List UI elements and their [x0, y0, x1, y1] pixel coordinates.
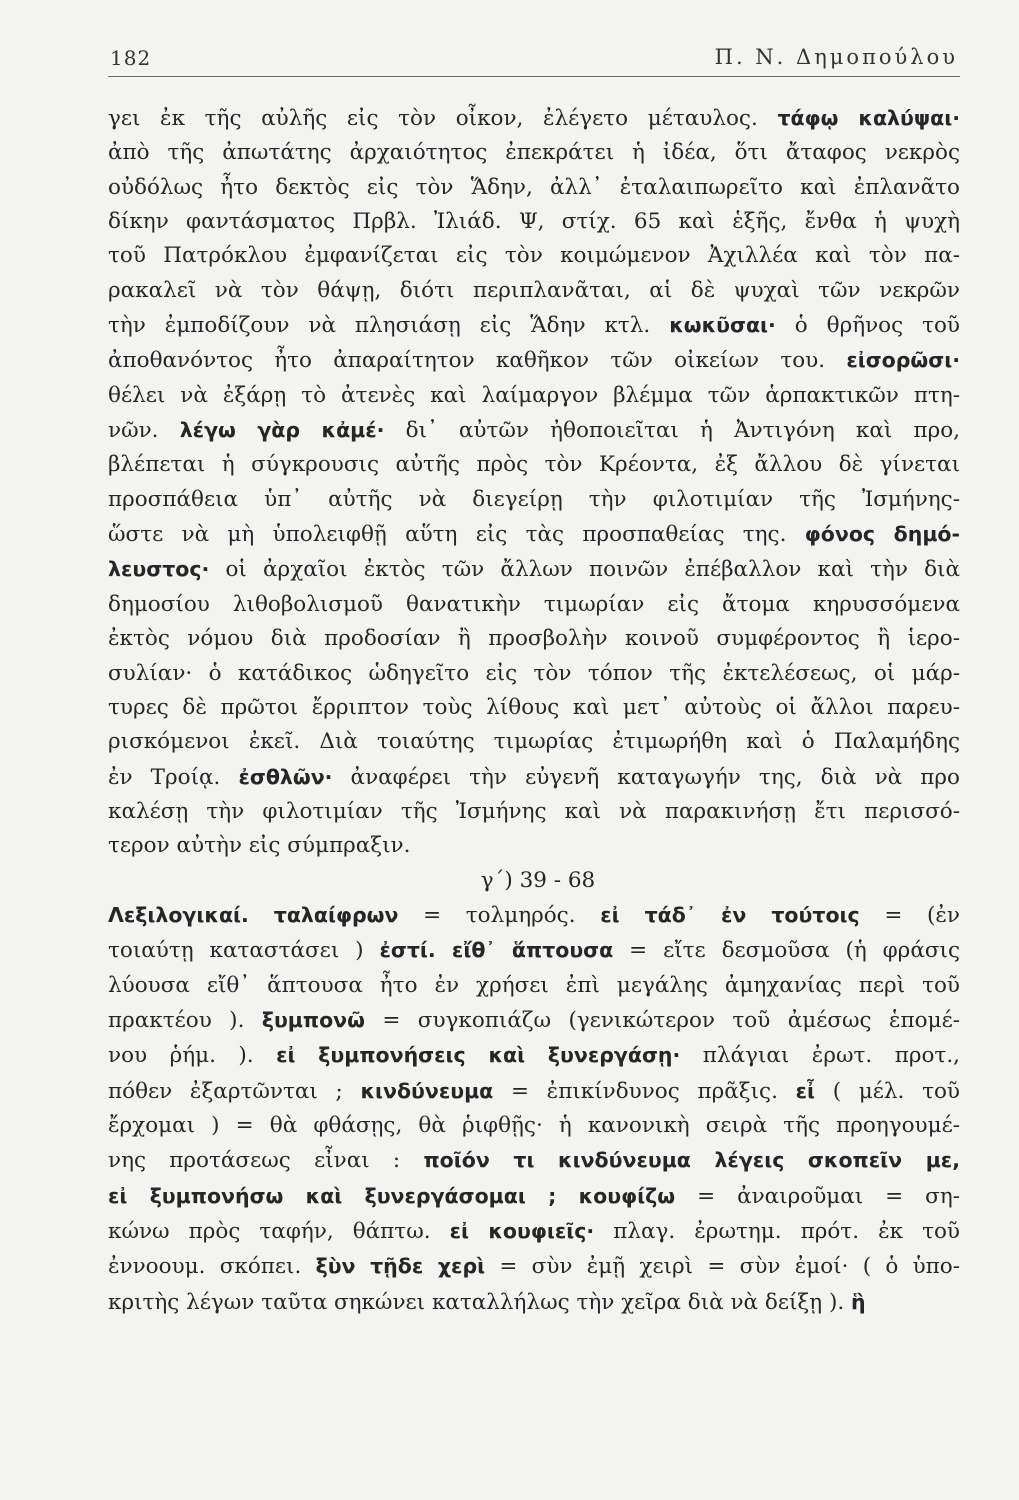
text-line [108, 1109, 960, 1143]
bold-lemma: εἰ τάδ᾽ ἐν τούτοις [600, 902, 860, 927]
bold-lemma: κωκῦσαι· [669, 313, 776, 338]
text-run: λύουσα εἴθ᾽ ἅπτουσα ἦτο ἐν χρήσει ἐπὶ μεγάλης ἀμηχανίας περὶ τοῦ [108, 972, 960, 998]
text-run: καλέσῃ τὴν φιλοτιμίαν τῆς Ἰσμήνης καὶ νὰ παρακινήσῃ ἔτι περισσό- [108, 798, 960, 824]
text-line [108, 483, 960, 517]
text-run: πλάγιαι ἐρωτ. προτ., [680, 1043, 960, 1069]
text-line [108, 517, 960, 552]
text-run: ἀπὸ τῆς ἀπωτάτης ἀρχαιότητος ἐπεκράτει ἡ ἰδέα, ὅτι ἄταφος νεκρὸς [108, 140, 960, 166]
text-line [108, 622, 960, 656]
bold-lemma: φόνος δημό- [804, 522, 960, 547]
text-run: οἱ ἀρχαῖοι ἐκτὸς τῶν ἄλλων ποινῶν ἐπέβαλλον καὶ τὴν διὰ [209, 557, 960, 583]
text-run: νου ῥήμ. ). [108, 1043, 277, 1069]
text-line [108, 1143, 960, 1178]
text-line [108, 552, 960, 587]
text-line [108, 136, 960, 170]
text-run: προσπάθεια ὑπ᾽ αὐτῆς νὰ διεγείρῃ τὴν φιλοτιμίαν τῆς Ἰσμήνης- [108, 486, 960, 512]
text-line [108, 171, 960, 205]
text-run: νης προτάσεως εἶναι : [108, 1148, 424, 1174]
text-run: ἀποθανόντος ἦτο ἀπαραίτητον καθῆκον τῶν οἰκείων του. [108, 348, 847, 374]
text-run: = συγκοπιάζω (γενικώτερον τοῦ ἀμέσως ἑπομέ- [364, 1007, 960, 1033]
page-number: 182 [110, 46, 152, 70]
text-line [108, 308, 960, 343]
text-line [108, 933, 960, 968]
text-line [108, 969, 960, 1003]
bold-lemma: λευστος· [108, 557, 210, 582]
section-heading [108, 864, 960, 898]
text-run: κώνω πρὸς ταφήν, θάπτω. [108, 1219, 450, 1244]
text-run: ἐν Τροίᾳ. [108, 764, 239, 790]
bold-lemma: λέγω γὰρ κἀμέ· [179, 418, 385, 443]
text-line [108, 829, 960, 863]
text-line [108, 1214, 960, 1249]
text-run: ρακαλεῖ νὰ τὸν θάψῃ, διότι περιπλανᾶται, αἱ δὲ ψυχαὶ τῶν νεκρῶν [108, 277, 960, 303]
bold-lemma: κινδύνευμα [360, 1078, 494, 1103]
text-run: γ´) 39 - 68 [480, 867, 596, 893]
text-run: πρακτέου ). [108, 1007, 262, 1033]
text-line [108, 1038, 960, 1073]
text-run: δημοσίου λιθοβολισμοῦ θανατικὴν τιμωρίαν εἰς ἄτομα κηρυσσόμενα [108, 591, 960, 617]
text-line [108, 725, 960, 759]
text-run: ἀναφέρει τὴν εὐγενῆ καταγωγήν της, διὰ νὰ προ [332, 764, 960, 790]
text-run: τερον αὐτὴν εἰς σύμπραξιν. [108, 833, 411, 859]
text-line [108, 343, 960, 378]
bold-lemma: ἐστί. εἴθ᾽ ἅπτουσα [379, 938, 614, 963]
bold-lemma: εἶ [795, 1078, 816, 1103]
bold-lemma: εἰσορῶσι· [846, 348, 960, 373]
text-line [108, 1003, 960, 1038]
bold-lemma: ἐσθλῶν· [238, 764, 333, 789]
text-run: ( μέλ. τοῦ [815, 1078, 960, 1104]
bold-lemma: εἰ κουφιεῖς· [449, 1219, 595, 1243]
text-run: τοιαύτῃ καταστάσει ) [108, 938, 380, 964]
bold-lemma: ποῖόν τι κινδύνευμα λέγεις σκοπεῖν με, [423, 1148, 960, 1173]
body-text [108, 101, 960, 1320]
text-run: συλίαν· ὁ κατάδικος ὡδηγεῖτο εἰς τὸν τόπον τῆς ἐκτελέσεως, οἱ μάρ- [108, 660, 960, 686]
text-run: τοῦ Πατρόκλου ἐμφανίζεται εἰς τὸν κοιμώμενον Ἀχιλλέα καὶ τὸν πα- [108, 243, 960, 269]
text-line [108, 898, 960, 933]
bold-lemma: τάφῳ καλύψαι· [777, 106, 960, 130]
text-run: πλαγ. ἐρωτημ. πρότ. ἐκ τοῦ [594, 1219, 960, 1244]
author-running-title: Π. Ν. Δημοπούλου [714, 45, 958, 69]
text-run: ρισκόμενοι ἐκεῖ. Διὰ τοιαύτης τιμωρίας ἐτιμωρήθη καὶ ὁ Παλαμήδης [108, 729, 960, 755]
text-line [108, 1179, 960, 1214]
running-head [108, 40, 960, 77]
text-line [108, 1285, 960, 1320]
text-run: = ἀναιροῦμαι = ση- [675, 1183, 960, 1209]
text-line [108, 760, 960, 795]
text-line [108, 274, 960, 308]
text-line [108, 101, 960, 136]
text-run: ἐκτὸς νόμου διὰ προδοσίαν ἢ προσβολὴν κοινοῦ συμφέροντος ἢ ἱερο- [108, 626, 960, 652]
text-line [108, 448, 960, 482]
text-line [108, 379, 960, 413]
text-run: τυρες δὲ πρῶτοι ἔρριπτον τοὺς λίθους καὶ μετ᾽ αὐτοὺς οἱ ἄλλοι παρευ- [108, 694, 960, 720]
text-run: θέλει νὰ ἐξάρῃ τὸ ἀτενὲς καὶ λαίμαργον βλέμμα τῶν ἁρπακτικῶν πτη- [108, 382, 960, 408]
text-run: = σὺν ἐμῇ χειρὶ = σὺν ἐμοί· ( ὁ ὑπο- [485, 1254, 960, 1280]
text-line [108, 1074, 960, 1109]
text-run: = (ἐν [859, 902, 960, 928]
text-run: = εἴτε δεσμοῦσα (ἡ φράσις [613, 938, 960, 964]
text-line [108, 691, 960, 725]
bold-lemma: εἰ ξυμπονήσω καὶ ξυνεργάσομαι ; κουφίζω [108, 1183, 676, 1208]
text-line [108, 795, 960, 829]
bold-lemma: ἣ [851, 1289, 866, 1314]
text-line [108, 1249, 960, 1284]
text-run: ὁ θρῆνος τοῦ [775, 313, 960, 339]
text-line [108, 205, 960, 239]
text-run: ὥστε νὰ μὴ ὑπολειφθῇ αὕτη εἰς τὰς προσπαθείας της. [108, 522, 805, 548]
text-run: γει ἐκ τῆς αὐλῆς εἰς τὸν οἶκον, ἐλέγετο μέταυλος. [108, 106, 778, 131]
text-run: νῶν. [108, 418, 180, 444]
text-run: πόθεν ἐξαρτῶνται ; [108, 1078, 361, 1104]
bold-lemma: ξυμπονῶ [261, 1007, 365, 1032]
bold-lemma: εἰ ξυμπονήσεις καὶ ξυνεργάσῃ· [276, 1043, 681, 1068]
bold-lemma: ξὺν τῇδε χερὶ [315, 1254, 486, 1279]
text-run: δίκην φαντάσματος Πρβλ. Ἰλιάδ. Ψ, στίχ. 65 καὶ ἑξῆς, ἔνθα ἡ ψυχὴ [108, 209, 960, 235]
bold-lemma: Λεξιλογικαί. ταλαίφρων [108, 902, 399, 927]
text-run: οὐδόλως ἦτο δεκτὸς εἰς τὸν Ἅδην, ἀλλ᾽ ἐταλαιπωρεῖτο καὶ ἐπλανᾶτο [108, 174, 960, 200]
text-run: ἐννοουμ. σκόπει. [108, 1254, 316, 1280]
text-line [108, 657, 960, 691]
text-line [108, 588, 960, 622]
text-run: δι᾽ αὐτῶν ἠθοποιεῖται ἡ Ἀντιγόνη καὶ προ, [384, 418, 960, 444]
text-line [108, 413, 960, 448]
text-run: ἔρχομαι ) = θὰ φθάσῃς, θὰ ῥιφθῇς· ἡ κανονικὴ σειρὰ τῆς προηγουμέ- [108, 1112, 960, 1138]
text-run: βλέπεται ἡ σύγκρουσις αὐτῆς πρὸς τὸν Κρέοντα, ἐξ ἄλλου δὲ γίνεται [108, 452, 960, 478]
text-run: κριτὴς λέγων ταῦτα σηκώνει καταλλήλως τὴν χεῖρα διὰ νὰ δείξῃ ). [108, 1289, 852, 1315]
text-run: = ἐπικίνδυνος πρᾶξις. [493, 1078, 796, 1104]
text-run: τὴν ἐμποδίζουν νὰ πλησιάσῃ εἰς Ἅδην κτλ. [108, 313, 670, 339]
text-line [108, 239, 960, 273]
text-run: = τολμηρός. [398, 902, 601, 928]
